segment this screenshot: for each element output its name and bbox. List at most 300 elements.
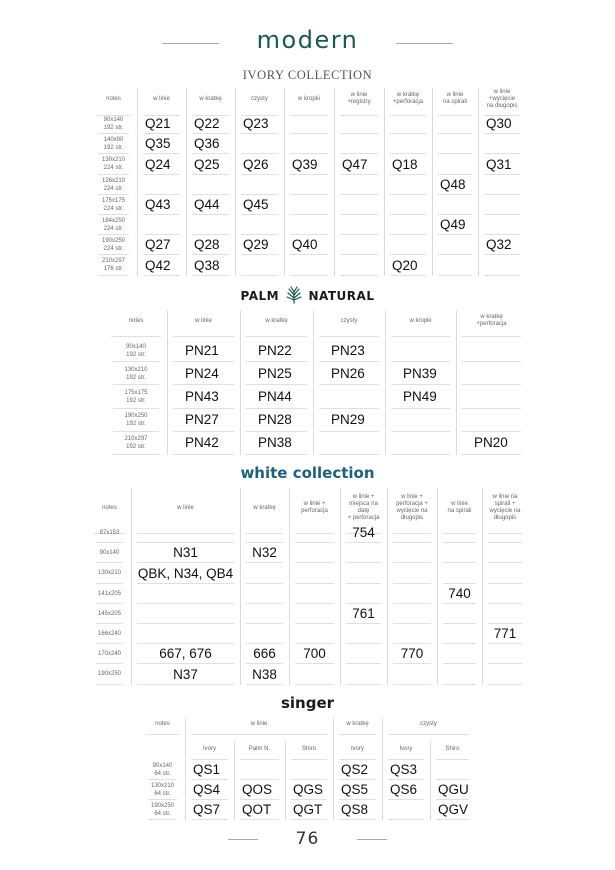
table-cell: 666 — [253, 646, 276, 662]
column-header: w linie — [153, 95, 170, 102]
cell-underline — [319, 454, 379, 455]
table-cell: Q20 — [392, 257, 418, 273]
column-header: notes — [128, 317, 144, 324]
row-label: 90x140 192 str. — [126, 343, 146, 358]
cell-underline — [319, 431, 379, 432]
cell-underline — [462, 431, 521, 432]
table-cell: PN25 — [258, 365, 292, 381]
cell-underline — [246, 431, 307, 432]
cell-underline — [295, 603, 334, 604]
table-cell: 771 — [493, 626, 517, 642]
column-header: w kratkę — [199, 95, 222, 102]
row-label: 175x175 224 str. — [101, 197, 126, 212]
header-underline — [393, 533, 431, 534]
row-label: 130x210 64 str. — [150, 783, 175, 797]
row-label: 210x297 176 str. — [101, 258, 126, 273]
cell-underline — [462, 408, 521, 409]
header-underline — [388, 734, 469, 735]
table-cell: N32 — [252, 545, 277, 561]
cell-underline — [346, 684, 381, 685]
cell-underline — [246, 663, 283, 664]
header-underline — [339, 734, 376, 735]
cell-underline — [488, 542, 522, 543]
header-underline — [246, 336, 307, 337]
column-divider — [137, 88, 138, 276]
brand-title: modern — [256, 26, 359, 54]
singer-title: singer — [280, 694, 335, 712]
table-cell: Q23 — [243, 116, 269, 132]
table-cell: QS2 — [341, 762, 369, 777]
row-label: 90x140 — [99, 550, 120, 557]
table-cell: Q29 — [243, 237, 269, 253]
cell-underline — [246, 603, 283, 604]
cell-underline — [143, 214, 180, 215]
table-cell: PN49 — [403, 389, 437, 404]
table-cell: PN43 — [185, 389, 219, 404]
table-cell: QBK, N34, QB4 — [137, 565, 234, 581]
cell-underline — [438, 254, 472, 255]
column-divider — [432, 88, 433, 276]
row-label: 145x205 — [97, 610, 122, 617]
cell-underline — [192, 153, 229, 154]
row-label: 87x153 — [99, 530, 120, 537]
cell-underline — [241, 174, 278, 175]
cell-underline — [143, 275, 180, 276]
table-cell: PN44 — [258, 389, 292, 404]
cell-underline — [443, 643, 476, 644]
column-divider — [384, 88, 385, 276]
cell-underline — [443, 684, 476, 685]
table-cell: Q47 — [342, 156, 368, 172]
cell-underline — [484, 194, 520, 195]
cell-underline — [438, 275, 472, 276]
cell-underline — [443, 542, 476, 543]
table-cell: Q24 — [145, 156, 171, 172]
cell-underline — [388, 779, 424, 780]
header-underline — [146, 734, 179, 735]
header-underline — [191, 734, 327, 735]
header-underline — [246, 533, 283, 534]
cell-underline — [240, 779, 279, 780]
cell-underline — [438, 214, 472, 215]
cell-underline — [393, 643, 431, 644]
table-cell: QS1 — [193, 762, 221, 777]
column-divider — [185, 718, 186, 820]
cell-underline — [393, 623, 431, 624]
cell-underline — [319, 361, 379, 362]
table-cell: Q48 — [440, 176, 466, 192]
table-cell: PN21 — [185, 342, 219, 358]
cell-underline — [484, 254, 520, 255]
cell-underline — [137, 583, 234, 584]
table-cell: 667, 676 — [159, 646, 212, 662]
cell-underline — [488, 562, 522, 563]
row-label-underline — [96, 684, 123, 685]
cell-underline — [291, 779, 327, 780]
cell-underline — [246, 384, 307, 385]
cell-underline — [388, 799, 424, 800]
cell-underline — [462, 454, 521, 455]
cell-underline — [319, 384, 379, 385]
column-header: w linie na spirali — [442, 92, 467, 105]
column-header: notes — [155, 720, 170, 727]
table-cell: 770 — [400, 646, 424, 662]
cell-underline — [192, 174, 229, 175]
column-header: w kropki — [297, 95, 320, 102]
cell-underline — [246, 542, 283, 543]
row-label: 190x250 224 str. — [101, 238, 126, 253]
column-header: czysty — [340, 317, 358, 324]
table-cell: Q31 — [486, 156, 512, 172]
cell-underline — [390, 194, 426, 195]
header-underline — [191, 759, 228, 760]
table-cell: PN42 — [185, 435, 219, 451]
table-cell: Q32 — [486, 237, 512, 253]
column-header: w linie na spirali + wycięcie na długopis — [489, 494, 521, 521]
cell-underline — [340, 133, 378, 134]
table-cell: PN20 — [474, 435, 508, 451]
column-divider — [333, 718, 334, 820]
cell-underline — [438, 194, 472, 195]
cell-underline — [143, 174, 180, 175]
cell-underline — [339, 799, 376, 800]
column-header: w linie — [195, 317, 212, 324]
table-cell: Q26 — [243, 156, 269, 172]
header-underline — [111, 336, 161, 337]
header-underline — [319, 336, 379, 337]
cell-underline — [137, 684, 234, 685]
header-underline — [443, 533, 476, 534]
row-label: 140x90 192 str. — [103, 137, 124, 152]
table-cell: Q43 — [145, 196, 171, 212]
cell-underline — [241, 234, 278, 235]
cell-underline — [173, 431, 234, 432]
cell-underline — [390, 214, 426, 215]
table-cell: QS5 — [341, 782, 369, 797]
cell-underline — [295, 663, 334, 664]
table-cell: Q49 — [440, 217, 466, 233]
table-cell: QS3 — [390, 762, 418, 777]
cell-underline — [443, 583, 476, 584]
row-label: 190x250 64 str. — [150, 803, 175, 817]
cell-underline — [192, 133, 229, 134]
table-cell: QGT — [293, 802, 323, 817]
sub-header: Shiro — [445, 745, 460, 752]
cell-underline — [388, 819, 424, 820]
cell-underline — [443, 663, 476, 664]
cell-underline — [246, 684, 283, 685]
column-divider — [186, 88, 187, 276]
column-header: w kratkę +perforacja — [392, 92, 424, 105]
column-header: w linie — [177, 504, 194, 511]
header-underline — [488, 533, 522, 534]
cell-underline — [192, 254, 229, 255]
header-underline — [462, 336, 521, 337]
cell-underline — [191, 819, 228, 820]
cell-underline — [340, 174, 378, 175]
table-cell: PN39 — [403, 365, 437, 381]
cell-underline — [390, 133, 426, 134]
row-label: 175x175 192 str. — [124, 389, 148, 404]
header-underline — [240, 759, 279, 760]
cell-underline — [173, 408, 234, 409]
table-cell: QGS — [293, 782, 324, 797]
cell-underline — [241, 214, 278, 215]
column-divider — [284, 88, 285, 276]
cell-underline — [339, 779, 376, 780]
page-number: 76 — [295, 829, 320, 849]
header-underline — [339, 759, 376, 760]
column-divider — [382, 718, 383, 820]
cell-underline — [346, 643, 381, 644]
row-label: 126x210 224 str. — [101, 177, 126, 192]
row-label: 141x205 — [97, 590, 122, 597]
header-underline — [295, 533, 334, 534]
header-underline — [390, 115, 426, 116]
cell-underline — [246, 643, 283, 644]
cell-underline — [346, 623, 381, 624]
table-cell: 700 — [303, 646, 326, 662]
table-cell: 754 — [352, 525, 375, 541]
table-cell: Q36 — [194, 136, 220, 152]
column-header: w linie na spirali — [447, 501, 472, 514]
column-divider — [478, 88, 479, 276]
column-header: w kratkę — [265, 317, 288, 324]
table-cell: QOS — [242, 782, 273, 797]
column-header: w kratkę — [253, 504, 276, 511]
cell-underline — [137, 542, 234, 543]
cell-underline — [484, 133, 520, 134]
cell-underline — [488, 684, 522, 685]
cell-underline — [173, 361, 234, 362]
page-rule-right — [357, 839, 387, 840]
table-cell: Q45 — [243, 196, 269, 212]
cell-underline — [241, 133, 278, 134]
cell-underline — [346, 562, 381, 563]
row-label: 130x210 — [97, 570, 122, 577]
cell-underline — [191, 779, 228, 780]
row-label: 190x250 192 str. — [124, 413, 148, 428]
cell-underline — [290, 153, 328, 154]
cell-underline — [488, 603, 522, 604]
cell-underline — [137, 562, 234, 563]
table-cell: Q42 — [145, 257, 171, 273]
cell-underline — [143, 133, 180, 134]
table-cell: QGU — [438, 782, 469, 797]
palm-title-right: NATURAL — [308, 289, 375, 303]
cell-underline — [143, 254, 180, 255]
row-label-underline — [148, 819, 177, 820]
cell-underline — [340, 234, 378, 235]
table-cell: Q22 — [194, 116, 220, 132]
cell-underline — [192, 275, 229, 276]
cell-underline — [390, 174, 426, 175]
header-underline — [291, 759, 327, 760]
group-header: w linie — [250, 720, 268, 727]
cell-underline — [484, 214, 520, 215]
row-label: 130x210 224 str. — [101, 157, 126, 172]
cell-underline — [295, 684, 334, 685]
cell-underline — [340, 275, 378, 276]
cell-underline — [295, 562, 334, 563]
cell-underline — [436, 779, 469, 780]
table-cell: Q28 — [194, 237, 220, 253]
table-cell: PN29 — [331, 412, 365, 428]
header-underline — [438, 115, 472, 116]
cell-underline — [295, 623, 334, 624]
column-header: w linie +wycięcie na długopis — [486, 88, 518, 109]
cell-underline — [173, 384, 234, 385]
cell-underline — [246, 361, 307, 362]
cell-underline — [246, 583, 283, 584]
cell-underline — [443, 603, 476, 604]
table-cell: Q25 — [194, 156, 220, 172]
cell-underline — [290, 133, 328, 134]
cell-underline — [143, 234, 180, 235]
table-cell: PN22 — [258, 342, 292, 358]
table-cell: PN24 — [185, 365, 219, 381]
header-underline — [388, 759, 424, 760]
cell-underline — [319, 408, 379, 409]
table-cell: N38 — [252, 666, 277, 682]
cell-underline — [340, 194, 378, 195]
cell-underline — [438, 133, 472, 134]
cell-underline — [246, 623, 283, 624]
cell-underline — [393, 684, 431, 685]
header-underline — [340, 115, 378, 116]
row-label: 130x210 192 str. — [124, 366, 148, 381]
cell-underline — [443, 623, 476, 624]
cell-underline — [484, 153, 520, 154]
cell-underline — [295, 643, 334, 644]
white-collection-title: white collection — [240, 464, 375, 482]
table-cell: PN26 — [331, 365, 365, 381]
group-header: w kratkę — [346, 720, 369, 727]
table-cell: N37 — [173, 666, 198, 682]
palm-title-left: PALM — [240, 289, 280, 303]
cell-underline — [340, 254, 378, 255]
cell-underline — [390, 234, 426, 235]
table-cell: Q21 — [145, 116, 171, 132]
cell-underline — [291, 799, 327, 800]
cell-underline — [137, 623, 234, 624]
row-label: 90x140 64 str. — [152, 763, 173, 777]
cell-underline — [391, 361, 450, 362]
cell-underline — [391, 431, 450, 432]
table-cell: PN27 — [185, 412, 219, 428]
cell-underline — [443, 562, 476, 563]
cell-underline — [393, 562, 431, 563]
cell-underline — [438, 234, 472, 235]
table-cell: 761 — [352, 605, 375, 621]
column-divider — [235, 88, 236, 276]
column-divider — [334, 88, 335, 276]
column-header: notes — [102, 504, 117, 511]
cell-underline — [143, 194, 180, 195]
cell-underline — [290, 234, 328, 235]
cell-underline — [240, 799, 279, 800]
cell-underline — [438, 174, 472, 175]
row-label: 210x297 192 str. — [124, 436, 148, 451]
table-cell: QS8 — [341, 802, 369, 817]
sub-header: Ivory — [399, 745, 413, 752]
cell-underline — [484, 234, 520, 235]
table-cell: QS6 — [390, 782, 418, 797]
cell-underline — [462, 361, 521, 362]
cell-underline — [246, 408, 307, 409]
cell-underline — [137, 643, 234, 644]
cell-underline — [391, 454, 450, 455]
table-cell: PN23 — [331, 342, 365, 358]
cell-underline — [390, 275, 426, 276]
table-cell: Q39 — [292, 156, 318, 172]
sub-header: Palm N. — [248, 745, 271, 752]
cell-underline — [488, 583, 522, 584]
table-cell: N31 — [173, 545, 198, 561]
group-header: czysty — [420, 720, 437, 727]
column-header: w linie +registry — [347, 92, 371, 105]
table-cell: Q38 — [194, 257, 220, 273]
cell-underline — [393, 583, 431, 584]
cell-underline — [488, 643, 522, 644]
cell-underline — [290, 275, 328, 276]
cell-underline — [143, 153, 180, 154]
header-underline — [290, 115, 328, 116]
cell-underline — [295, 583, 334, 584]
table-cell: Q18 — [392, 156, 418, 172]
cell-underline — [340, 153, 378, 154]
cell-underline — [246, 562, 283, 563]
cell-underline — [484, 174, 520, 175]
ivory-collection-title: IVORY COLLECTION — [242, 68, 373, 82]
cell-underline — [436, 799, 469, 800]
column-header: w linie + perforacja + wycięcie na długopis — [396, 494, 428, 521]
cell-underline — [241, 194, 278, 195]
cell-underline — [240, 819, 279, 820]
table-cell: Q27 — [145, 237, 171, 253]
row-label-underline — [113, 454, 159, 455]
brand-rule-right — [396, 43, 453, 44]
table-cell: QS7 — [193, 802, 221, 817]
sub-header: Ivory — [350, 745, 364, 752]
cell-underline — [346, 603, 381, 604]
cell-underline — [241, 275, 278, 276]
cell-underline — [137, 603, 234, 604]
row-label: 184x250 224 str. — [101, 218, 126, 233]
cell-underline — [346, 663, 381, 664]
cell-underline — [192, 194, 229, 195]
cell-underline — [393, 603, 431, 604]
cell-underline — [484, 275, 520, 276]
column-header: czysty — [251, 95, 268, 102]
table-cell: Q35 — [145, 136, 171, 152]
palm-natural-title — [0, 286, 615, 307]
cell-underline — [191, 799, 228, 800]
header-underline — [173, 336, 234, 337]
sub-header: Shiro — [301, 745, 316, 752]
cell-underline — [346, 542, 381, 543]
row-label: 190x250 — [97, 671, 122, 678]
header-underline — [436, 759, 469, 760]
cell-underline — [291, 819, 327, 820]
table-cell: 740 — [448, 585, 471, 601]
cell-underline — [290, 194, 328, 195]
column-header: w linie + perforacja — [301, 501, 328, 514]
cell-underline — [339, 819, 376, 820]
cell-underline — [290, 254, 328, 255]
cell-underline — [241, 153, 278, 154]
table-cell: PN28 — [258, 412, 292, 428]
